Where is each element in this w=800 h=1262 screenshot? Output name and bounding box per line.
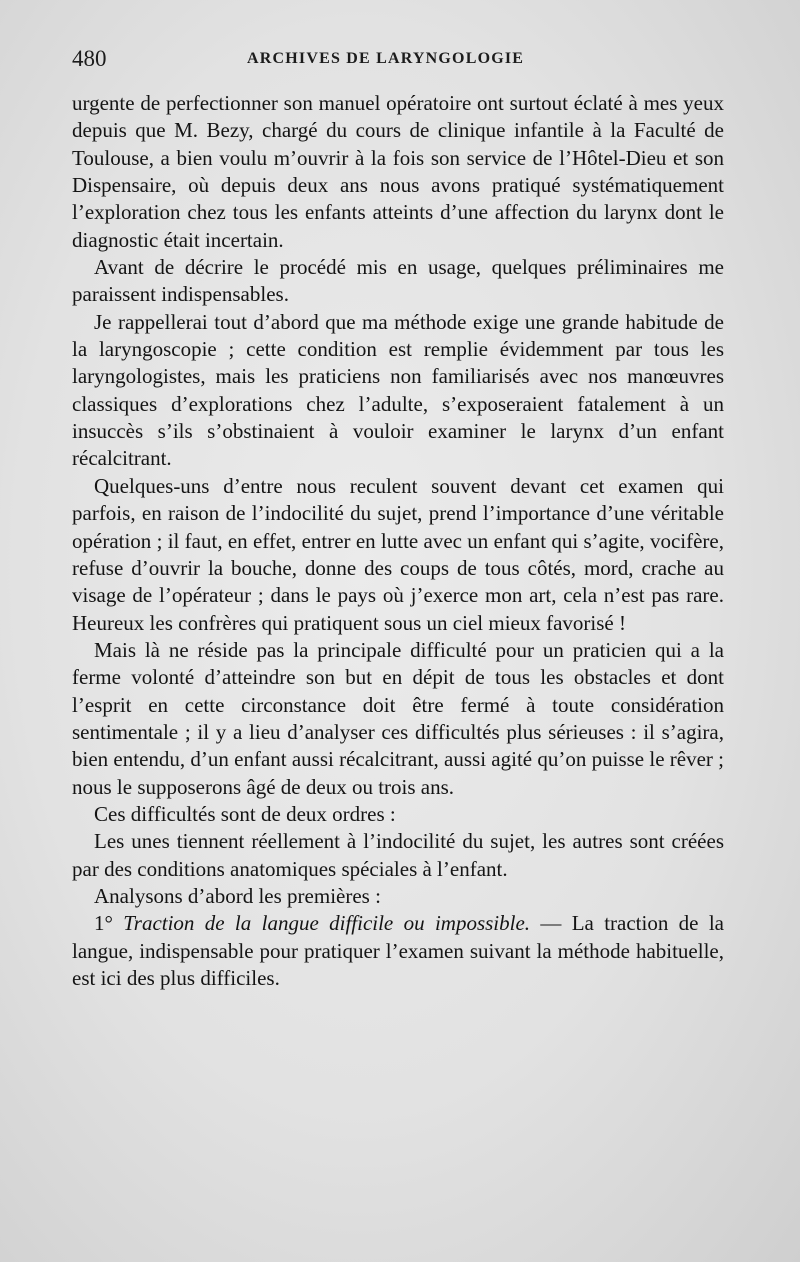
paragraph-8: Analysons d’abord les premières : xyxy=(94,883,381,908)
section-title: Traction de la langue difficile ou impossible. xyxy=(123,911,531,936)
body-text xyxy=(72,90,724,992)
section-text: — La traction de la langue, indispensable pour pratiquer l’examen suivant la méthode habituelle, est ici des plus difficiles. xyxy=(72,911,724,990)
paragraph-5: Mais là ne réside pas la principale difficulté pour un praticien qui a la ferme volonté d’atteindre son but en dépit de tous les obstacles et dont l’esprit en cette circonstance doit être fermé à toute considération sentimentale ; il y a lieu d’analyser ces difficultés plus sérieuses : il s’agira, bien entendu, d’un enfant aussi récalcitrant, aussi agité qu’on puisse le rêver ; nous le supposerons âgé de deux ou trois ans. xyxy=(72,637,724,799)
paragraph-2: Avant de décrire le procédé mis en usage, quelques préliminaires me paraissent indispensables. xyxy=(72,255,724,307)
running-title: ARCHIVES DE LARYNGOLOGIE xyxy=(247,50,525,67)
paragraph-9 xyxy=(72,910,724,992)
paragraph-7: Les unes tiennent réellement à l’indocilité du sujet, les autres sont créées par des conditions anatomiques spéciales à l’enfant. xyxy=(72,829,724,881)
paragraph-1: urgente de perfectionner son manuel opératoire ont surtout éclaté à mes yeux depuis que M. Bezy, chargé du cours de clinique infantile à la Faculté de Toulouse, a bien voulu m’ouvrir à la fois son service de l’Hôtel-Dieu et son Dispensaire, où depuis deux ans nous avons pratiqué systématiquement l’exploration chez tous les enfants atteints d’une affection du larynx dont le diagnostic était incertain. xyxy=(72,91,724,252)
paragraph-4: Quelques-uns d’entre nous reculent souvent devant cet examen qui parfois, en raison de l’indocilité du sujet, prend l’importance d’une véritable opération ; il faut, en effet, entrer en lutte avec un enfant qui s’agite, vocifère, refuse d’ouvrir la bouche, donne des coups de tous côtés, mord, crache au visage de l’opérateur ; dans le pays où j’exerce mon art, cela n’est pas rare. Heureux les confrères qui pratiquent sous un ciel mieux favorisé ! xyxy=(72,473,724,635)
page-number: 480 xyxy=(72,46,107,71)
paragraph-3: Je rappellerai tout d’abord que ma méthode exige une grande habitude de la laryngoscopie ; cette condition est remplie évidemment par tous les laryngologistes, mais les praticiens non familiarisés avec nos manœuvres classiques d’explorations chez l’adulte, s’exposeraient fatalement à un insuccès s’ils s’obstinaient à vouloir examiner le larynx d’un enfant récalcitrant. xyxy=(72,309,724,471)
paragraph-6: Ces difficultés sont de deux ordres : xyxy=(94,801,396,826)
section-number: 1° xyxy=(94,911,113,936)
page-header xyxy=(72,44,722,76)
